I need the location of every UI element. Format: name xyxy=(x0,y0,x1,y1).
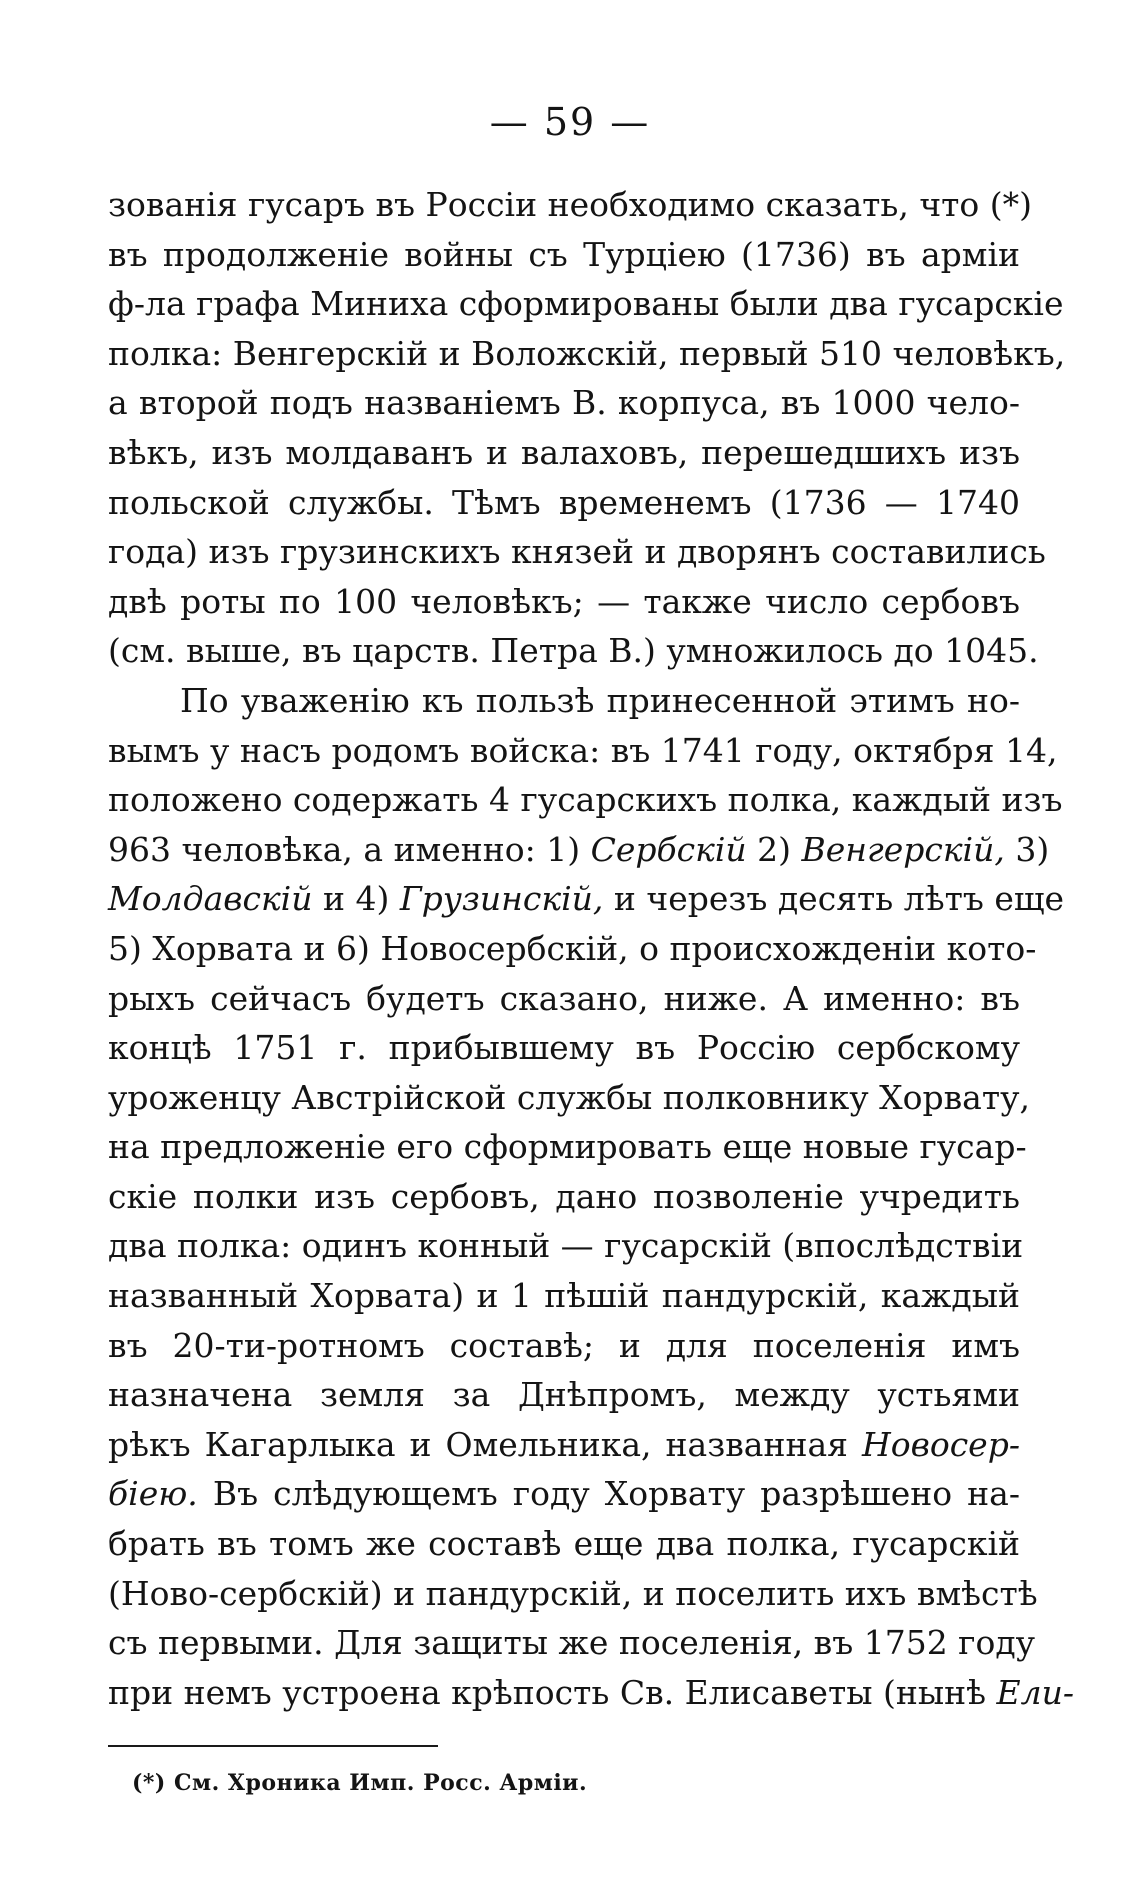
text-line: 5) Хорвата и 6) Новосербскій, о происхожденіи кото- xyxy=(108,928,1037,968)
text-run: 3) xyxy=(1004,829,1050,869)
text-line: зованія гусаръ въ Россіи необходимо сказать, что (*) xyxy=(108,185,1032,224)
text-line: (см. выше, въ царств. Петра В.) умножилось до 1045. xyxy=(108,631,1039,671)
paragraph-2 xyxy=(108,676,1074,1717)
italic-place-name: Ели- xyxy=(996,1672,1074,1712)
text-line xyxy=(108,825,1050,875)
italic-regiment-name: Грузинскій, xyxy=(399,879,604,919)
text-line: на предложеніе его сформировать еще новые гусар- xyxy=(108,1127,1027,1167)
text-line xyxy=(108,874,1065,924)
text-run: при немъ устроена крѣпость Св. Елисаветы (нынѣ xyxy=(108,1672,997,1712)
text-run: 963 человѣка, а именно: 1) xyxy=(108,829,591,869)
text-line: названный Хорвата) и 1 пѣшій пандурскій, каждый xyxy=(108,1276,1020,1316)
text-line: а второй подъ названіемъ В. корпуса, въ 1000 чело- xyxy=(108,383,1020,423)
paragraph-1 xyxy=(108,180,1066,676)
text-line xyxy=(108,1420,1020,1470)
text-line xyxy=(108,1469,1020,1519)
text-run: и 4) xyxy=(312,879,400,919)
text-line: вымъ у насъ родомъ войска: въ 1741 году, октября 14, xyxy=(108,730,1058,770)
text-line: назначена земля за Днѣпромъ, между устьями xyxy=(108,1375,1020,1415)
text-line: скіе полки изъ сербовъ, дано позволеніе учредить xyxy=(108,1176,1020,1216)
italic-regiment-name: Сербскій xyxy=(590,829,747,869)
text-line: года) изъ грузинскихъ князей и дворянъ составились xyxy=(108,532,1046,572)
text-line: въ 20-ти-ротномъ составѣ; и для поселенія имъ xyxy=(108,1325,1020,1365)
text-line: два полка: одинъ конный — гусарскій (впослѣдствіи xyxy=(108,1226,1024,1266)
text-line: положено содержать 4 гусарскихъ полка, каждый изъ xyxy=(108,780,1063,820)
text-line: съ первыми. Для защиты же поселенія, въ 1752 году xyxy=(108,1623,1036,1663)
text-line xyxy=(108,1668,1074,1718)
page-number: — 59 — xyxy=(489,100,651,144)
text-line: уроженцу Австрійской службы полковнику Хорвату, xyxy=(108,1077,1031,1117)
text-run: 2) xyxy=(746,829,802,869)
italic-place-name: біею. xyxy=(108,1474,198,1514)
text-line: рыхъ сейчасъ будетъ сказано, ниже. А именно: въ xyxy=(108,978,1020,1018)
text-line: двѣ роты по 100 человѣкъ; — также число сербовъ xyxy=(108,581,1020,621)
text-line: брать въ томъ же составѣ еще два полка, гусарскій xyxy=(108,1524,1020,1564)
text-run: рѣкъ Кагарлыка и Омельника, названная xyxy=(108,1424,862,1464)
text-line: полка: Венгерскій и Воложскій, первый 510 человѣкъ, xyxy=(108,333,1066,373)
text-line: вѣкъ, изъ молдаванъ и валаховъ, перешедшихъ изъ xyxy=(108,432,1020,472)
footnote-divider xyxy=(108,1745,438,1747)
text-run: Въ слѣдующемъ году Хорвату разрѣшено на- xyxy=(197,1474,1020,1514)
text-line: въ продолженіе войны съ Турціею (1736) въ арміи xyxy=(108,234,1020,274)
italic-regiment-name: Молдавскій xyxy=(108,879,313,919)
text-line: концѣ 1751 г. прибывшему въ Россію сербскому xyxy=(108,1028,1020,1068)
text-line: По уваженію къ пользѣ принесенной этимъ но- xyxy=(180,680,1020,720)
italic-regiment-name: Венгерскій, xyxy=(801,829,1005,869)
italic-place-name: Новосер- xyxy=(861,1424,1020,1464)
footnote: (*) См. Хроника Имп. Росс. Арміи. xyxy=(132,1770,588,1796)
text-line: (Ново-сербскій) и пандурскій, и поселить ихъ вмѣстѣ xyxy=(108,1573,1038,1613)
text-line: ф-ла графа Миниха сформированы были два гусарскіе xyxy=(108,284,1064,324)
body-text xyxy=(108,180,1074,1717)
text-run: и черезъ десять лѣтъ еще xyxy=(603,879,1065,919)
text-line: польской службы. Тѣмъ временемъ (1736 — 1740 xyxy=(108,482,1020,522)
